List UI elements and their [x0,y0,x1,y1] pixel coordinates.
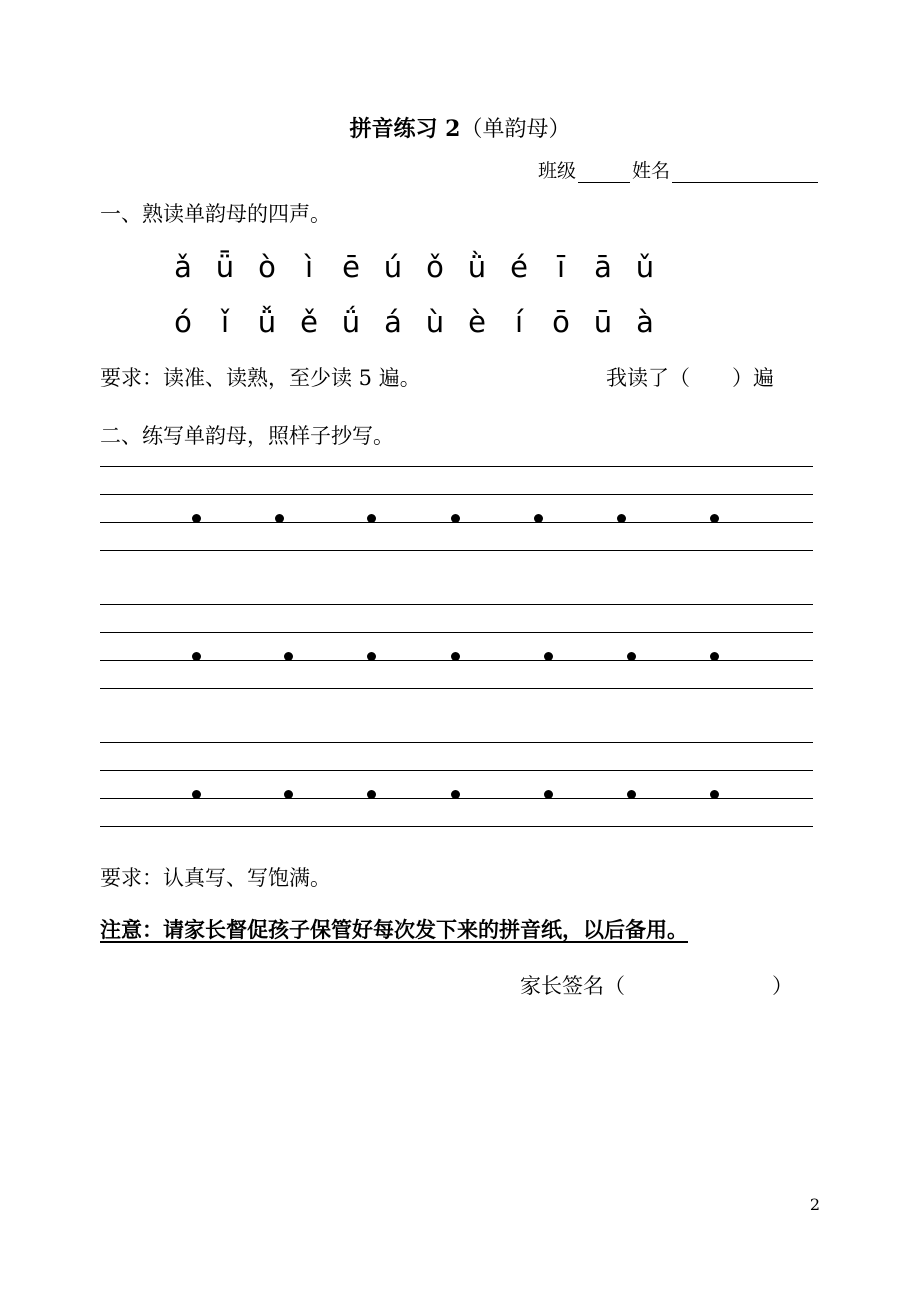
section1-heading: 一、熟读单韵母的四声。 [100,202,331,226]
guide-dot [534,514,543,523]
guide-dot [710,652,719,661]
guide-dot [451,790,460,799]
pinyin-letter: ǘ [341,305,361,339]
pinyin-letter: ó [174,305,192,339]
pinyin-letter: à [636,305,654,339]
pinyin-letter: ē [342,250,360,284]
pinyin-letter: ǖ [215,250,235,284]
title-main: 拼音练习 2 [349,116,461,142]
writing-line [100,826,813,827]
class-blank[interactable] [578,162,630,183]
guide-dot [367,514,376,523]
pinyin-letter: ǒ [426,250,444,284]
guide-dot [275,514,284,523]
pinyin-row-2 [162,305,666,339]
pinyin-letter: ì [304,250,314,284]
pinyin-letter: ǎ [174,250,192,284]
guide-dot [367,790,376,799]
pinyin-letter: ǐ [220,305,230,339]
guide-dot [192,514,201,523]
guide-dot [192,652,201,661]
pinyin-letter: ū [593,305,613,339]
pinyin-letter: ě [300,305,318,339]
pinyin-letter: ā [594,250,612,284]
page-number: 2 [809,1195,820,1214]
pinyin-letter: é [510,250,528,284]
read-count: 我读了（ ）遍 [606,366,774,390]
pinyin-letter: ǜ [467,250,487,284]
pinyin-letter: ù [425,305,445,339]
class-label: 班级 [537,160,576,182]
guide-dot [451,652,460,661]
guide-dot [627,652,636,661]
name-label: 姓名 [631,160,670,182]
pinyin-letter: ú [383,250,403,284]
guide-dot [544,652,553,661]
section2-heading: 二、练写单韵母，照样子抄写。 [100,424,394,448]
pinyin-letter: ǔ [635,250,655,284]
writing-line [100,742,813,743]
class-name-field [538,156,820,183]
name-blank[interactable] [672,162,818,183]
guide-dot [710,790,719,799]
guide-dot [544,790,553,799]
pinyin-row-1 [162,250,666,284]
guide-dot [627,790,636,799]
parent-signature: 家长签名（ ） [520,974,793,998]
title-sub: （单韵母） [460,117,571,142]
guide-dot [451,514,460,523]
pinyin-letter: ò [258,250,276,284]
page-title [0,112,920,143]
read-requirement: 要求：读准、读熟，至少读 5 遍。 [100,366,421,390]
write-requirement: 要求：认真写、写饱满。 [100,866,331,890]
parent-notice: 注意：请家长督促孩子保管好每次发下来的拼音纸，以后备用。 [100,917,688,942]
pinyin-letter: ǚ [257,305,277,339]
pinyin-letter: è [468,305,486,339]
pinyin-letter: á [384,305,402,339]
guide-dot [710,514,719,523]
writing-line [100,632,813,633]
writing-line [100,604,813,605]
writing-line [100,688,813,689]
writing-line [100,770,813,771]
guide-dot [367,652,376,661]
guide-dot [617,514,626,523]
pinyin-letter: ī [556,250,566,284]
guide-dot [192,790,201,799]
writing-line [100,494,813,495]
pinyin-letter: í [514,305,524,339]
guide-dot [284,652,293,661]
writing-line [100,466,813,467]
pinyin-letter: ō [552,305,570,339]
guide-dot [284,790,293,799]
writing-line [100,550,813,551]
